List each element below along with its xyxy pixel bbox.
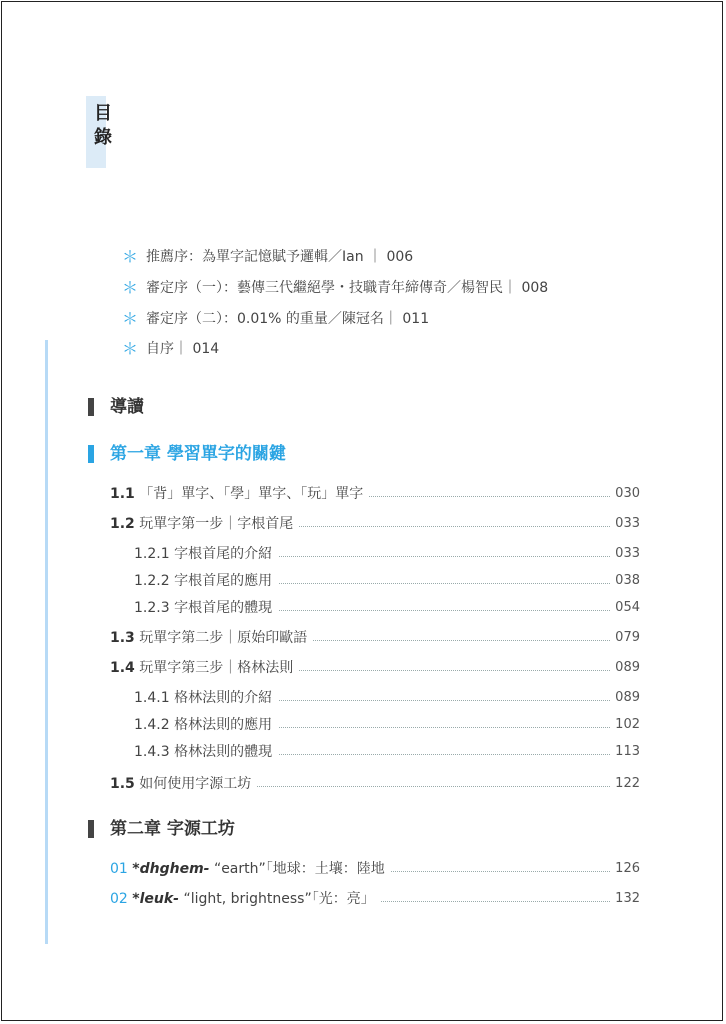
toc-entry-number: 02 [110,891,128,907]
toc-entry-label [110,658,299,678]
toc-entry-page: 113 [615,744,640,759]
toc-entry[interactable] [0,484,726,504]
toc-entry-number: 1.5 [110,776,135,792]
toc-entry-text: 1.2.3 字根首尾的體現 [134,598,278,618]
toc-entry[interactable] [0,628,726,648]
toc-entry-number: 1.1 [110,486,135,502]
toc-entry-number: 1.4 [110,660,135,676]
toc-entry-label [110,889,381,909]
toc-entry-text: 「背」單字、「學」單字、「玩」單字 [139,486,364,502]
toc-entry[interactable] [0,514,726,534]
toc-entry-text: 1.2.1 字根首尾的介紹 [134,544,278,564]
toc-entry-page: 132 [615,891,640,906]
toc-entry-page: 089 [615,660,640,675]
word-root: *dhghem- [132,861,210,877]
asterisk-icon: ＊ [122,309,139,328]
section-title-intro[interactable]: 導讀 [110,397,144,417]
toc-entry-text: 玩單字第三步｜格林法則 [139,660,294,676]
toc-entry-page: 102 [615,717,640,732]
word-root: *leuk- [132,891,179,907]
toc-entry-number: 1.3 [110,630,135,646]
toc-entry-page: 089 [615,690,640,705]
section-title-chapter-1[interactable]: 第一章 學習單字的關鍵 [110,444,286,464]
toc-entry[interactable] [0,859,726,879]
section-marker [88,445,94,463]
toc-entry-page: 126 [615,861,640,876]
asterisk-icon: ＊ [122,247,139,266]
section-title-chapter-2[interactable]: 第二章 字源工坊 [110,819,235,839]
toc-entry-text: 1.2.2 字根首尾的應用 [134,571,278,591]
toc-entry-text: 1.4.1 格林法則的介紹 [134,688,278,708]
preface-entry[interactable]: 審定序（二）：0.01% 的重量／陳冠名｜ 011 [146,311,430,327]
toc-subentry[interactable] [0,598,726,618]
section-marker [88,820,94,838]
toc-entry[interactable] [0,774,726,794]
toc-subentry[interactable] [0,742,726,762]
toc-entry-text: 1.4.2 格林法則的應用 [134,715,278,735]
toc-entry-number: 1.2 [110,516,135,532]
toc-entry-text: “earth”「地球：土壤：陸地 [213,861,385,877]
toc-entry-page: 079 [615,630,640,645]
toc-entry-page: 030 [615,486,640,501]
toc-entry-number: 01 [110,861,128,877]
section-marker [88,398,94,416]
toc-entry[interactable] [0,658,726,678]
toc-subentry[interactable] [0,688,726,708]
toc-subentry[interactable] [0,571,726,591]
toc-subentry[interactable] [0,715,726,735]
toc-entry-page: 122 [615,776,640,791]
toc-entry-page: 033 [615,546,640,561]
preface-entry[interactable]: 自序｜ 014 [146,341,220,357]
toc-entry-text: 1.4.3 格林法則的體現 [134,742,278,762]
toc-entry-page: 054 [615,600,640,615]
title-char-2: 錄 [94,127,112,148]
toc-entry[interactable] [0,889,726,909]
asterisk-icon: ＊ [122,278,139,297]
title-char-1: 目 [94,103,112,124]
preface-entry[interactable]: 推薦序：為單字記憶賦予邏輯／Ian ｜ 006 [146,249,414,265]
toc-entry-page: 033 [615,516,640,531]
asterisk-icon: ＊ [122,339,139,358]
toc-entry-label [110,484,369,504]
toc-subentry[interactable] [0,544,726,564]
toc-entry-text: “light, brightness”「光：亮」 [183,891,375,907]
toc-entry-text: 玩單字第一步｜字根首尾 [139,516,294,532]
toc-entry-text: 玩單字第二步｜原始印歐語 [139,630,308,646]
toc-entry-label [110,628,313,648]
toc-entry-label [110,514,299,534]
toc-entry-text: 如何使用字源工坊 [139,776,252,792]
toc-entry-page: 038 [615,573,640,588]
toc-entry-label [110,859,391,879]
preface-entry[interactable]: 審定序（一）：藝傳三代繼絕學・技職青年締傳奇／楊智民｜ 008 [146,280,549,296]
toc-entry-label [110,774,257,794]
